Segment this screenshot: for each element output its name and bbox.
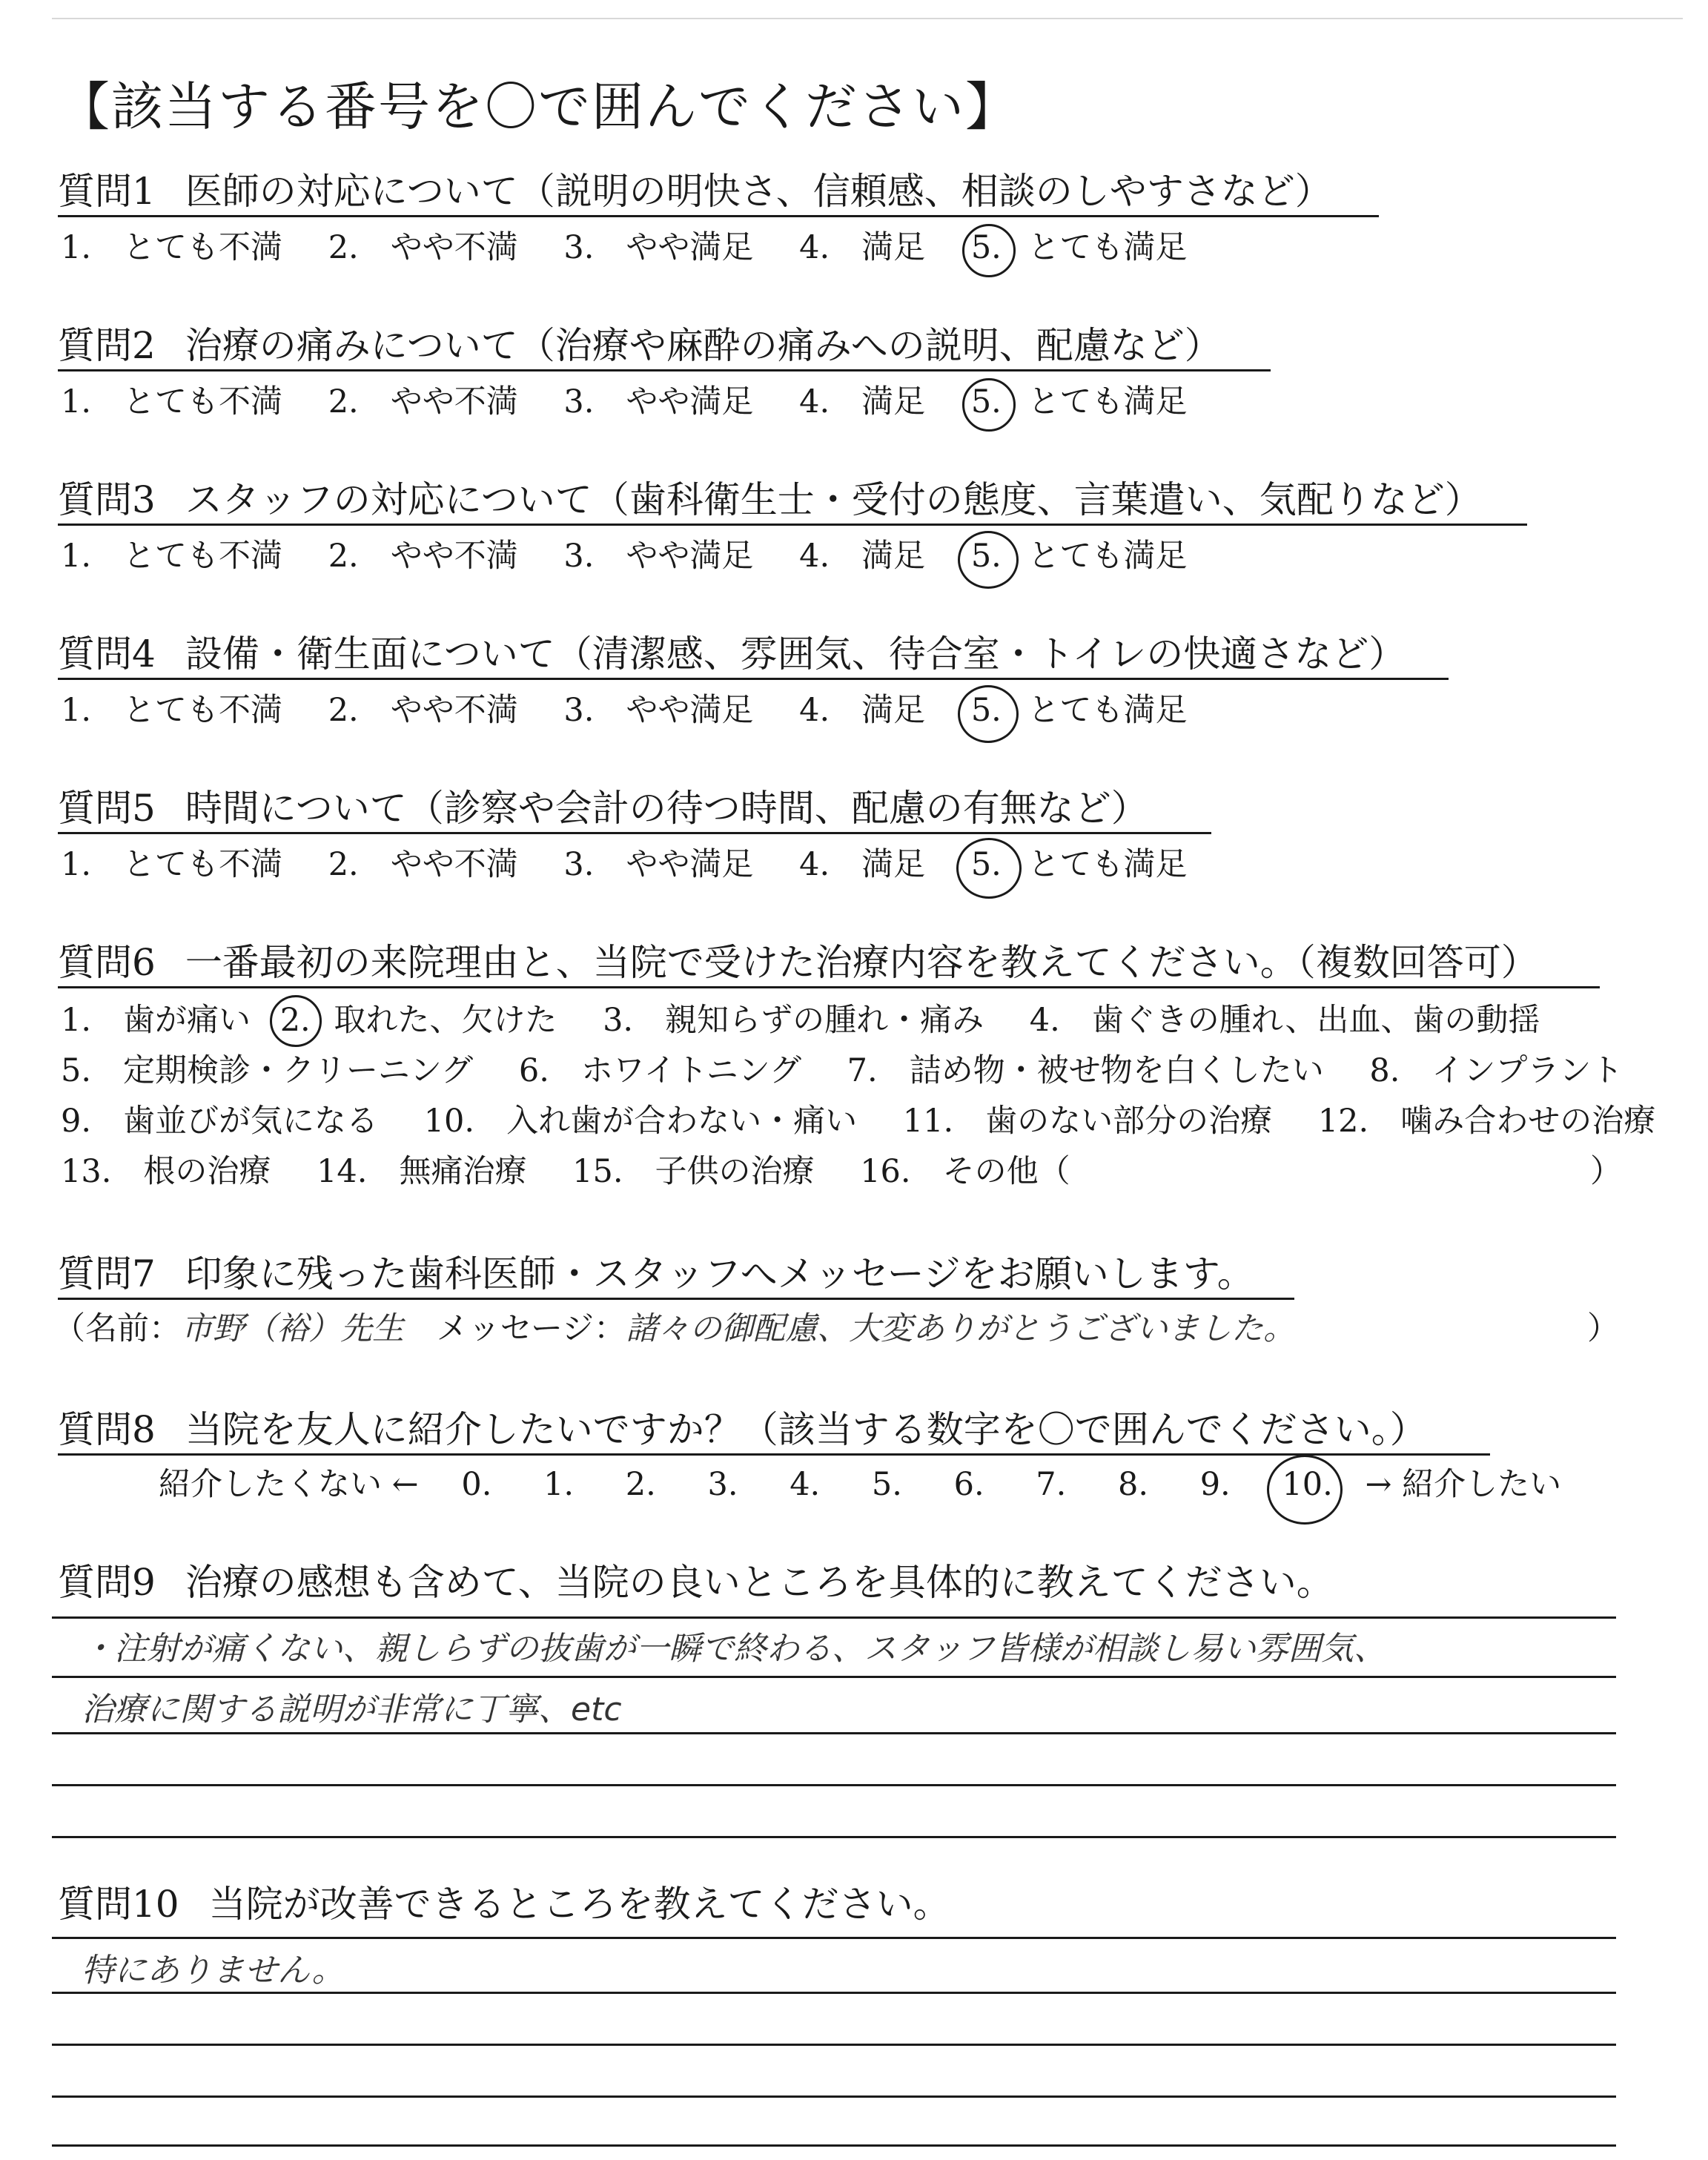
q10-number: 質問10 <box>58 1883 179 1926</box>
q6-option-2-label: 取れた、欠けた <box>334 1002 557 1039</box>
q4-text: 設備・衛生面について（清潔感、雰囲気、待合室・トイレの快適さなど） <box>185 633 1406 676</box>
q3-text: スタッフの対応について（歯科衛生士・受付の態度、言葉遣い、気配りなど） <box>185 478 1482 521</box>
instruction-header: 【該当する番号を〇で囲んでください】 <box>58 76 1019 137</box>
q3-option-5-number: 5. <box>970 538 1002 575</box>
q7-title <box>58 1252 1254 1296</box>
q2-option-5-label: とても満足 <box>1027 383 1188 420</box>
q8-title <box>58 1407 1427 1452</box>
q6-option-2[interactable] <box>280 1001 311 1040</box>
q1-option-5-number: 5. <box>970 229 1002 266</box>
q2-text: 治療の痛みについて（治療や麻酔の痛みへの説明、配慮など） <box>185 324 1222 367</box>
q2-option-5-number: 5. <box>970 383 1002 420</box>
q1-text: 医師の対応について（説明の明快さ、信頼感、相談のしやすさなど） <box>185 170 1332 213</box>
q7-name-label: （名前： <box>53 1310 181 1347</box>
q6-option-16[interactable]: 16. その他（ <box>860 1153 1070 1190</box>
q6-option-3[interactable]: 3. 親知らずの腫れ・痛み <box>603 1002 984 1039</box>
q9-rule-3 <box>52 1732 1616 1734</box>
q6-row-2 <box>61 1051 1623 1090</box>
q3-option-5[interactable] <box>971 537 1002 575</box>
q4-underline <box>58 678 1449 680</box>
q8-option-9[interactable]: 9. <box>1199 1466 1231 1503</box>
q6-option-12[interactable]: 12. 噛み合わせの治療 <box>1317 1103 1656 1140</box>
q9-rule-4 <box>52 1784 1616 1786</box>
q6-number: 質問6 <box>58 941 156 984</box>
q7-message-label: メッセージ： <box>436 1310 626 1347</box>
q6-option-11[interactable]: 11. 歯のない部分の治療 <box>902 1103 1273 1140</box>
q10-title <box>58 1882 950 1926</box>
q10-rule-4 <box>52 2095 1616 2098</box>
q10-rule-1 <box>52 1937 1616 1939</box>
top-border <box>52 18 1683 19</box>
q1-selection-circle <box>962 224 1016 277</box>
q9-text: 治療の感想も含めて、当院の良いところを具体的に教えてください。 <box>185 1561 1334 1604</box>
q10-text: 当院が改善できるところを教えてください。 <box>208 1883 950 1926</box>
q9-rule-5 <box>52 1836 1616 1838</box>
q9-answer-line-2[interactable]: 治療に関する説明が非常に丁寧、etc <box>82 1691 622 1728</box>
q5-option-3[interactable]: 3. やや満足 <box>563 846 754 883</box>
q8-option-1[interactable]: 1. <box>543 1466 575 1503</box>
q6-row-4 <box>61 1152 1622 1191</box>
q3-option-5-label: とても満足 <box>1027 538 1188 575</box>
q1-option-2[interactable]: 2. やや不満 <box>328 229 518 266</box>
q6-option-8[interactable]: 8. インプラント <box>1369 1052 1623 1089</box>
q6-option-9[interactable]: 9. 歯並びが気になる <box>61 1103 379 1140</box>
q8-option-8[interactable]: 8. <box>1118 1466 1149 1503</box>
q9-number: 質問9 <box>58 1561 156 1604</box>
q7-number: 質問7 <box>58 1252 156 1295</box>
q6-other-close: ） <box>1590 1153 1622 1190</box>
q9-rule-2 <box>52 1676 1616 1678</box>
q3-option-1[interactable]: 1. とても不満 <box>61 538 283 575</box>
q5-option-2[interactable]: 2. やや不満 <box>328 846 518 883</box>
q7-name-value[interactable]: 市野（裕）先生 <box>181 1310 404 1347</box>
q1-option-5[interactable] <box>971 228 1002 267</box>
q8-option-4[interactable]: 4. <box>790 1466 821 1503</box>
q4-option-5[interactable] <box>971 691 1002 730</box>
q4-option-5-number: 5. <box>970 692 1002 729</box>
q8-option-6[interactable]: 6. <box>953 1466 984 1503</box>
q4-option-3[interactable]: 3. やや満足 <box>563 692 754 729</box>
q7-answer-row <box>53 1309 1619 1348</box>
q4-option-5-label: とても満足 <box>1027 692 1188 729</box>
q6-option-14[interactable]: 14. 無痛治療 <box>317 1153 527 1190</box>
q1-option-4[interactable]: 4. 満足 <box>799 229 926 266</box>
q6-option-1[interactable]: 1. 歯が痛い <box>61 1002 251 1039</box>
q4-option-1[interactable]: 1. とても不満 <box>61 692 283 729</box>
q7-close: ） <box>1587 1310 1619 1347</box>
q8-underline <box>58 1453 1490 1456</box>
q8-text: 当院を友人に紹介したいですか？（該当する数字を〇で囲んでください。） <box>185 1408 1427 1451</box>
q3-options <box>61 537 1188 575</box>
q8-option-10-number: 10. <box>1282 1466 1333 1503</box>
q5-option-5-number: 5. <box>970 846 1002 883</box>
q3-title <box>58 478 1482 522</box>
q4-option-2[interactable]: 2. やや不満 <box>328 692 518 729</box>
q8-number: 質問8 <box>58 1408 156 1451</box>
q8-option-2[interactable]: 2. <box>625 1466 656 1503</box>
q6-option-2-number: 2. <box>279 1002 311 1039</box>
q2-title <box>58 323 1222 368</box>
q3-option-4[interactable]: 4. 満足 <box>799 538 926 575</box>
q1-option-1[interactable]: 1. とても不満 <box>61 229 283 266</box>
q6-row-1 <box>61 1001 1540 1040</box>
q1-options <box>61 228 1188 267</box>
q6-selection-circle <box>270 995 322 1047</box>
q8-option-3[interactable]: 3. <box>707 1466 738 1503</box>
q5-option-5[interactable] <box>971 845 1002 884</box>
q8-option-10[interactable] <box>1282 1465 1332 1504</box>
q1-number: 質問1 <box>58 170 156 213</box>
q8-option-7[interactable]: 7. <box>1036 1466 1067 1503</box>
q7-underline <box>58 1298 1294 1300</box>
q2-option-1[interactable]: 1. とても不満 <box>61 383 283 420</box>
q5-text: 時間について（診察や会計の待つ時間、配慮の有無など） <box>185 787 1148 830</box>
q5-title <box>58 786 1148 830</box>
q6-option-6[interactable]: 6. ホワイトニング <box>518 1052 801 1089</box>
q8-selection-circle <box>1267 1455 1343 1525</box>
q4-selection-circle <box>958 685 1019 743</box>
q3-number: 質問3 <box>58 478 156 521</box>
q6-option-13[interactable]: 13. 根の治療 <box>61 1153 271 1190</box>
q10-rule-5 <box>52 2144 1616 2147</box>
q2-selection-circle <box>962 378 1016 432</box>
q6-text: 一番最初の来院理由と、当院で受けた治療内容を教えてください。（複数回答可） <box>185 941 1538 984</box>
q9-rule-1 <box>52 1616 1616 1619</box>
q4-number: 質問4 <box>58 633 156 676</box>
q3-option-2[interactable]: 2. やや不満 <box>328 538 518 575</box>
q7-text: 印象に残った歯科医師・スタッフへメッセージをお願いします。 <box>185 1252 1254 1295</box>
q9-answer-line-1[interactable]: ・注射が痛くない、親しらずの抜歯が一瞬で終わる、スタッフ皆様が相談し易い雰囲気、 <box>82 1630 1386 1668</box>
q10-answer-line-1[interactable]: 特にありません。 <box>82 1952 345 1989</box>
q2-number: 質問2 <box>58 324 156 367</box>
q6-option-7[interactable]: 7. 詰め物・被せ物を白くしたい <box>847 1052 1324 1089</box>
q2-option-4[interactable]: 4. 満足 <box>799 383 926 420</box>
q8-left-label: 紹介したくない ← <box>159 1466 419 1503</box>
q5-options <box>61 845 1188 884</box>
q1-underline <box>58 215 1379 217</box>
q6-option-15[interactable]: 15. 子供の治療 <box>572 1153 815 1190</box>
q7-message-value[interactable]: 諸々の御配慮、大変ありがとうございました。 <box>626 1310 1296 1347</box>
q8-scale <box>159 1465 1561 1504</box>
q1-option-5-label: とても満足 <box>1027 229 1188 266</box>
q4-options <box>61 691 1188 730</box>
q3-option-3[interactable]: 3. やや満足 <box>563 538 754 575</box>
q6-option-4[interactable]: 4. 歯ぐきの腫れ、出血、歯の動揺 <box>1029 1002 1540 1039</box>
q2-options <box>61 383 1188 421</box>
q3-selection-circle <box>958 531 1019 589</box>
q1-title <box>58 169 1332 214</box>
q2-underline <box>58 369 1271 371</box>
q6-row-3 <box>61 1102 1655 1140</box>
q5-option-4[interactable]: 4. 満足 <box>799 846 926 883</box>
q5-option-1[interactable]: 1. とても不満 <box>61 846 283 883</box>
q9-title <box>58 1560 1334 1605</box>
q6-underline <box>58 986 1600 988</box>
q5-number: 質問5 <box>58 787 156 830</box>
q6-option-5[interactable]: 5. 定期検診・クリーニング <box>61 1052 474 1089</box>
q10-rule-3 <box>52 2044 1616 2046</box>
q4-title <box>58 632 1406 676</box>
q5-option-5-label: とても満足 <box>1027 846 1188 883</box>
q8-right-label: → 紹介したい <box>1365 1466 1562 1503</box>
q6-option-10[interactable]: 10. 入れ歯が合わない・痛い <box>423 1103 858 1140</box>
q5-underline <box>58 832 1211 834</box>
q8-option-5[interactable]: 5. <box>871 1466 902 1503</box>
q4-option-4[interactable]: 4. 満足 <box>799 692 926 729</box>
q10-rule-2 <box>52 1992 1616 1994</box>
q2-option-3[interactable]: 3. やや満足 <box>563 383 754 420</box>
q2-option-5[interactable] <box>971 383 1002 421</box>
q1-option-3[interactable]: 3. やや満足 <box>563 229 754 266</box>
q8-option-0[interactable]: 0. <box>461 1466 492 1503</box>
q6-title <box>58 940 1538 985</box>
q3-underline <box>58 524 1527 526</box>
q2-option-2[interactable]: 2. やや不満 <box>328 383 518 420</box>
q5-selection-circle <box>956 838 1022 899</box>
